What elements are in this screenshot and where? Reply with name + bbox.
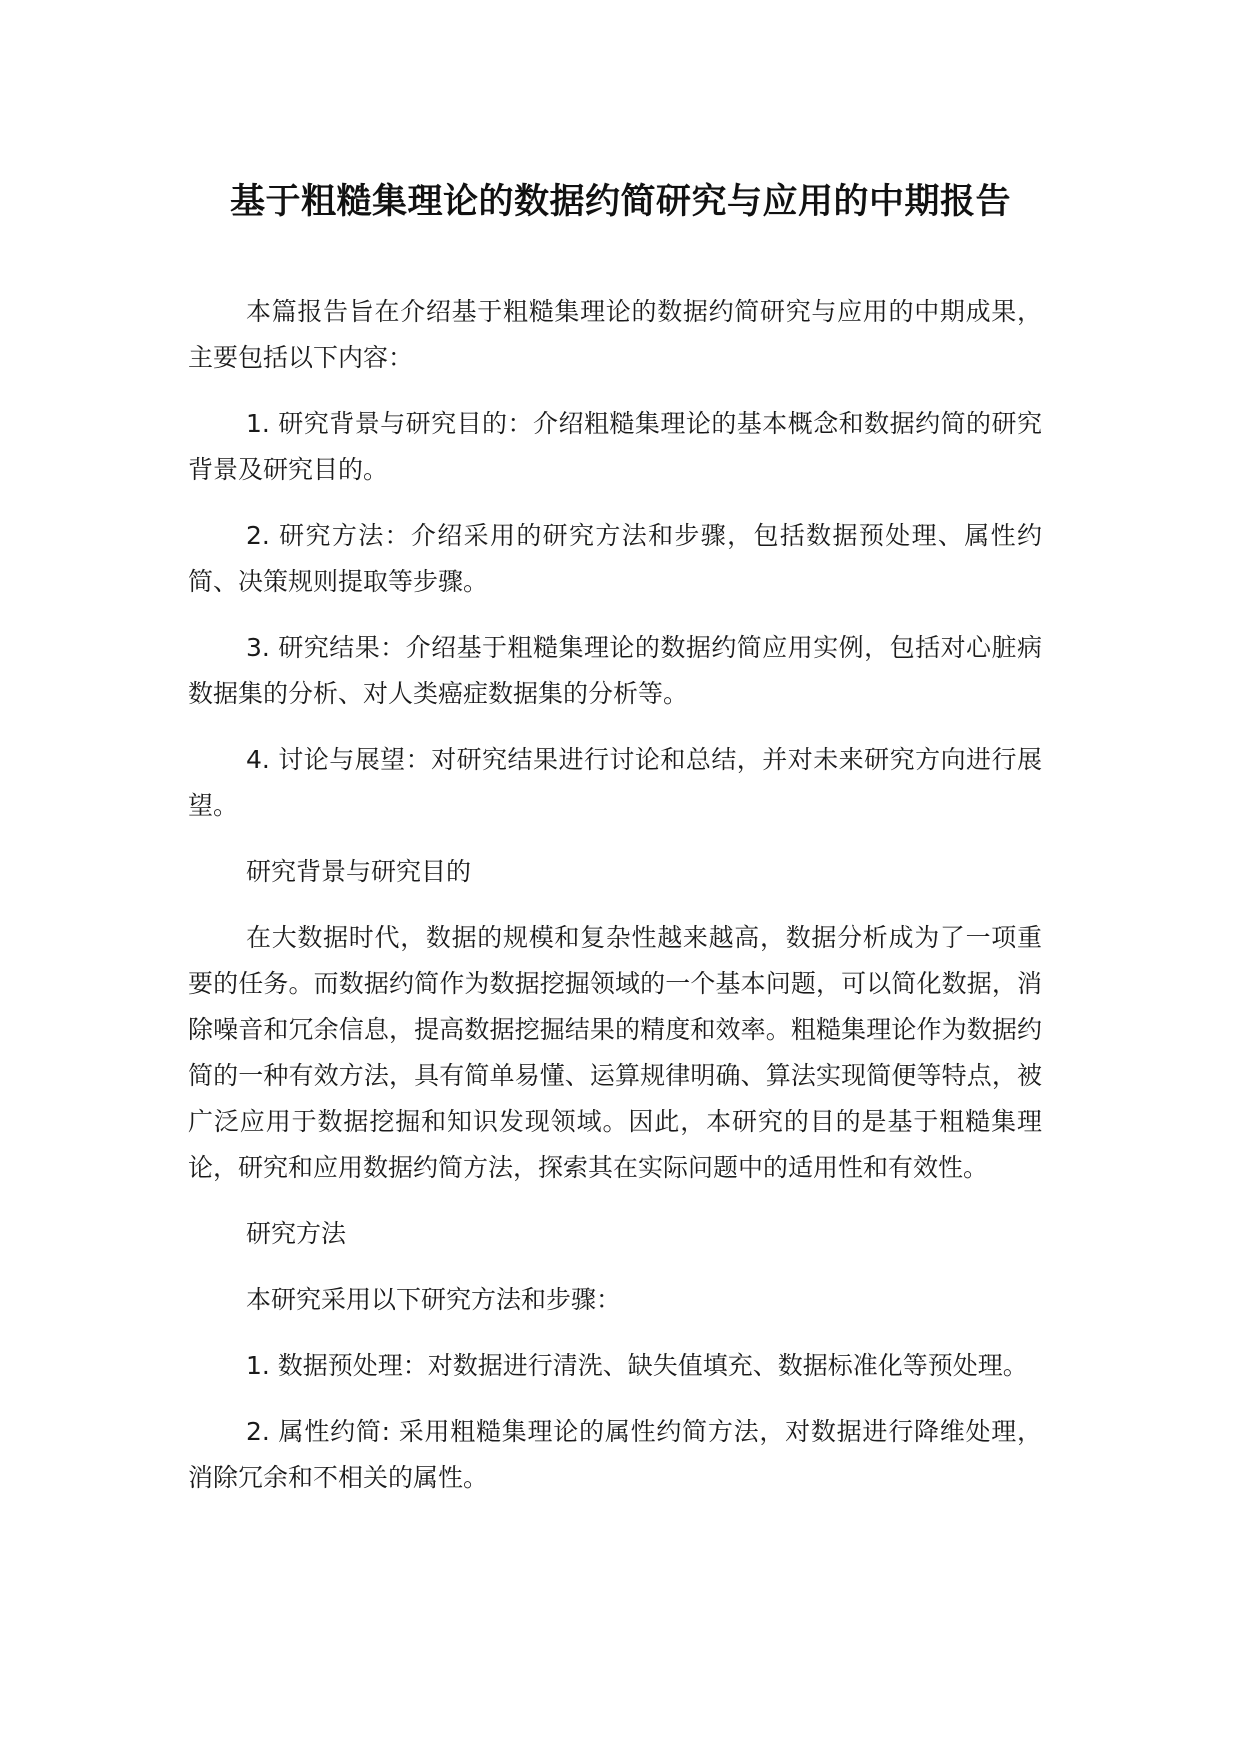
list-item-background: 1. 研究背景与研究目的：介绍粗糙集理论的基本概念和数据约简的研究背景及研究目的。 — [188, 409, 1042, 484]
section-heading-background: 研究背景与研究目的 — [246, 857, 472, 886]
document-body — [188, 289, 1042, 1521]
list-item-discussion: 4. 讨论与展望：对研究结果进行讨论和总结，并对未来研究方向进行展望。 — [188, 745, 1042, 820]
method-step-preprocessing: 1. 数据预处理：对数据进行清洗、缺失值填充、数据标准化等预处理。 — [246, 1351, 1028, 1380]
document-title: 基于粗糙集理论的数据约简研究与应用的中期报告 — [229, 182, 1011, 222]
intro-paragraph: 本篇报告旨在介绍基于粗糙集理论的数据约简研究与应用的中期成果，主要包括以下内容： — [188, 297, 1042, 372]
list-item-methods: 2. 研究方法：介绍采用的研究方法和步骤，包括数据预处理、属性约简、决策规则提取等步骤。 — [188, 521, 1042, 596]
method-step-attribute-reduction: 2. 属性约简: 采用粗糙集理论的属性约简方法，对数据进行降维处理，消除冗余和不相关的属性。 — [188, 1417, 1042, 1492]
list-item-results: 3. 研究结果：介绍基于粗糙集理论的数据约简应用实例，包括对心脏病数据集的分析、对人类癌症数据集的分析等。 — [188, 633, 1042, 708]
background-paragraph: 在大数据时代，数据的规模和复杂性越来越高，数据分析成为了一项重要的任务。而数据约简作为数据挖掘领域的一个基本问题，可以简化数据，消除噪音和冗余信息，提高数据挖掘结果的精度和效率。粗糙集理论作为数据约简的一种有效方法，具有简单易懂、运算规律明确、算法实现简便等特点，被广泛应用于数据挖掘和知识发现领域。因此，本研究的目的是基于粗糙集理论，研究和应用数据约简方法，探索其在实际问题中的适用性和有效性。 — [188, 923, 1042, 1182]
methods-intro-paragraph: 本研究采用以下研究方法和步骤： — [246, 1285, 622, 1314]
section-heading-methods: 研究方法 — [246, 1219, 347, 1248]
